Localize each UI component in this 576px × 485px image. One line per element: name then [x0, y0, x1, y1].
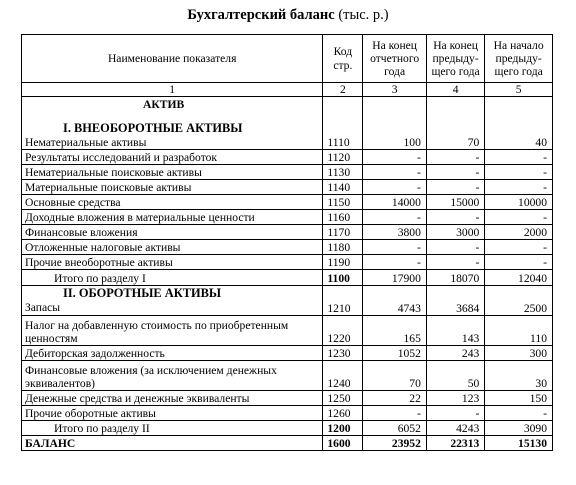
row-value: 300	[485, 345, 553, 360]
column-number: 5	[485, 83, 553, 97]
row-value: -	[485, 405, 553, 420]
row-name: Доходные вложения в материальные ценности	[22, 209, 323, 224]
row-value: 2000	[485, 224, 553, 239]
row-value: -	[426, 405, 484, 420]
row-name: Запасы	[25, 300, 61, 314]
row-name: Прочие оборотные активы	[22, 405, 323, 420]
row-value: -	[426, 254, 484, 269]
total-value: 12040	[485, 269, 553, 285]
row-name: Материальные поисковые активы	[22, 179, 323, 194]
total-code: 1100	[323, 269, 363, 285]
header-end-previous-year: На конец предыду- щего года	[426, 35, 484, 83]
row-code: 1150	[323, 194, 363, 209]
row-value: 10000	[485, 194, 553, 209]
row-value: 30	[485, 360, 553, 390]
balance-name: БАЛАНС	[22, 435, 323, 450]
row-code: 1160	[323, 209, 363, 224]
header-start-previous-year: На начало предыду- щего года	[485, 35, 553, 83]
row-value: -	[426, 239, 484, 254]
row-code: 1120	[323, 149, 363, 164]
total-value: 17900	[363, 269, 427, 285]
column-number: 4	[426, 83, 484, 97]
table-row	[22, 194, 553, 209]
page-title	[0, 7, 576, 24]
row-value: 165	[363, 315, 427, 345]
title-main: Бухгалтерский баланс	[187, 7, 335, 23]
table-header-row	[22, 35, 553, 83]
table-row	[22, 224, 553, 239]
row-name: Нематериальные активы	[25, 135, 147, 149]
balance-value: 15130	[485, 435, 553, 450]
column-number: 2	[323, 83, 363, 97]
table-row	[22, 345, 553, 360]
row-value: 2500	[485, 285, 553, 315]
table-row	[22, 179, 553, 194]
row-value: -	[363, 179, 427, 194]
total-value: 18070	[426, 269, 484, 285]
row-value: -	[485, 254, 553, 269]
table-row	[22, 164, 553, 179]
row-value: 123	[426, 390, 484, 405]
total-value: 4243	[426, 420, 484, 435]
row-value: -	[426, 164, 484, 179]
row-value: -	[363, 405, 427, 420]
balance-sheet-table	[21, 34, 553, 451]
row-value: -	[485, 164, 553, 179]
section-header-row	[22, 97, 553, 150]
section-1-title: I. ВНЕОБОРОТНЫЕ АКТИВЫ	[63, 120, 243, 135]
row-name: Финансовые вложения	[22, 224, 323, 239]
row-value: 4743	[363, 285, 427, 315]
row-value: -	[485, 179, 553, 194]
header-code: Код стр.	[323, 35, 363, 83]
section-active-title: АКТИВ	[143, 98, 185, 111]
table-row	[22, 149, 553, 164]
section-2-heading	[22, 285, 323, 315]
row-code: 1130	[323, 164, 363, 179]
total-value: 3090	[485, 420, 553, 435]
row-code: 1140	[323, 179, 363, 194]
row-name: Дебиторская задолженность	[22, 345, 323, 360]
table-row	[22, 209, 553, 224]
row-value: 70	[363, 360, 427, 390]
row-code: 1110	[323, 97, 363, 150]
row-code: 1250	[323, 390, 363, 405]
section-2-total-row	[22, 420, 553, 435]
total-name: Итого по разделу II	[22, 420, 323, 435]
row-value: -	[363, 149, 427, 164]
row-value: -	[485, 239, 553, 254]
row-code: 1230	[323, 345, 363, 360]
row-value: 143	[426, 315, 484, 345]
table-row	[22, 254, 553, 269]
total-value: 6052	[363, 420, 427, 435]
row-value: -	[426, 179, 484, 194]
row-code: 1180	[323, 239, 363, 254]
section-2-title: II. ОБОРОТНЫЕ АКТИВЫ	[63, 285, 222, 300]
row-value: 3684	[426, 285, 484, 315]
row-name: Прочие внеоборотные активы	[22, 254, 323, 269]
section-1-total-row	[22, 269, 553, 285]
table-row	[22, 390, 553, 405]
row-value: -	[485, 209, 553, 224]
row-name: Нематериальные поисковые активы	[22, 164, 323, 179]
row-name: Результаты исследований и разработок	[22, 149, 323, 164]
header-end-current-year: На конец отчетного года	[363, 35, 427, 83]
table-row	[22, 315, 553, 345]
row-value: 110	[485, 315, 553, 345]
column-numbers-row	[22, 83, 553, 97]
table-row	[22, 405, 553, 420]
row-value: 15000	[426, 194, 484, 209]
row-value: -	[426, 149, 484, 164]
row-value: 1052	[363, 345, 427, 360]
balance-value: 22313	[426, 435, 484, 450]
row-name: Основные средства	[22, 194, 323, 209]
row-name: Финансовые вложения (за исключением денежных эквивалентов)	[22, 360, 323, 390]
column-number: 1	[22, 83, 323, 97]
column-number: 3	[363, 83, 427, 97]
row-value: 22	[363, 390, 427, 405]
total-code: 1200	[323, 420, 363, 435]
section-2-first-row	[22, 285, 553, 315]
row-code: 1240	[323, 360, 363, 390]
row-code: 1190	[323, 254, 363, 269]
row-value: 70	[426, 97, 484, 150]
row-value: 50	[426, 360, 484, 390]
row-code: 1260	[323, 405, 363, 420]
row-name: Налог на добавленную стоимость по приобретенным ценностям	[22, 315, 323, 345]
row-value: -	[363, 254, 427, 269]
row-value: 3800	[363, 224, 427, 239]
row-value: -	[426, 209, 484, 224]
balance-total-row	[22, 435, 553, 450]
row-value: 243	[426, 345, 484, 360]
table-row	[22, 360, 553, 390]
total-name: Итого по разделу I	[22, 269, 323, 285]
table-row	[22, 239, 553, 254]
section-heading	[22, 97, 323, 150]
title-units: (тыс. р.)	[334, 7, 389, 23]
row-value: 40	[485, 97, 553, 150]
row-name: Денежные средства и денежные эквиваленты	[22, 390, 323, 405]
balance-value: 23952	[363, 435, 427, 450]
balance-code: 1600	[323, 435, 363, 450]
row-value: -	[363, 239, 427, 254]
row-value: 150	[485, 390, 553, 405]
row-code: 1170	[323, 224, 363, 239]
row-name: Отложенные налоговые активы	[22, 239, 323, 254]
row-code: 1210	[323, 285, 363, 315]
header-name: Наименование показателя	[22, 35, 323, 83]
row-value: -	[363, 164, 427, 179]
row-value: -	[363, 209, 427, 224]
row-value: 14000	[363, 194, 427, 209]
row-value: 100	[363, 97, 427, 150]
row-code: 1220	[323, 315, 363, 345]
row-value: -	[485, 149, 553, 164]
row-value: 3000	[426, 224, 484, 239]
